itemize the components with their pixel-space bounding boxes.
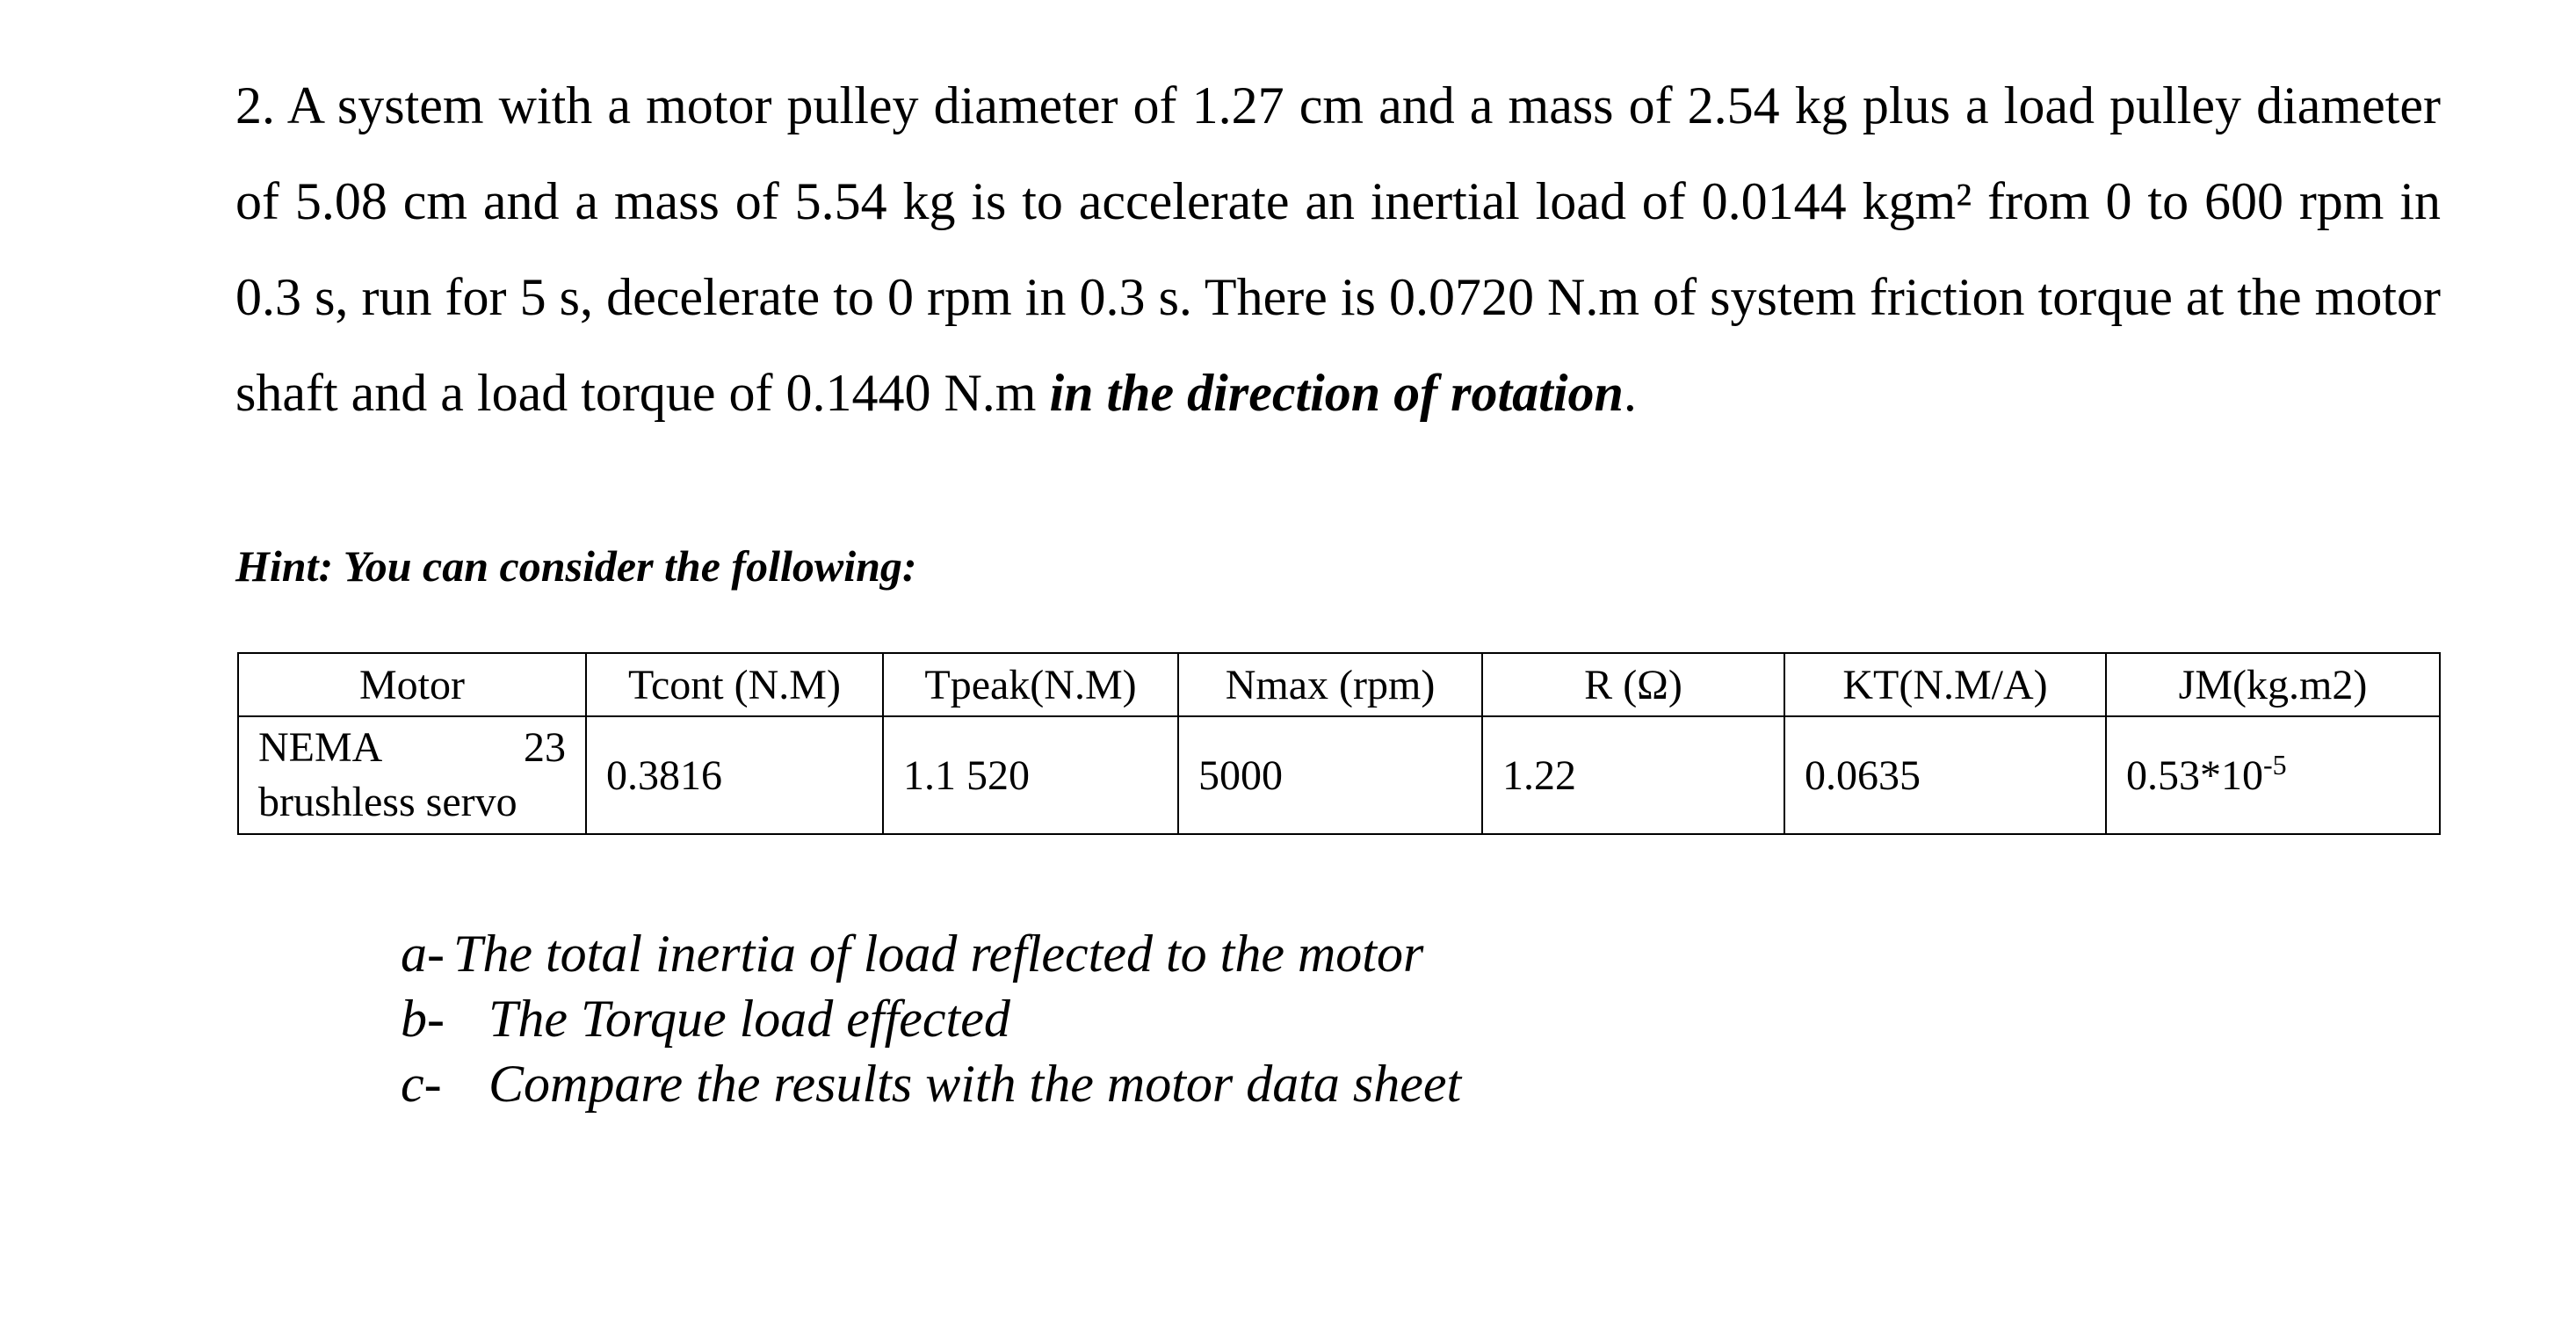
problem-text: 2. A system with a motor pulley diameter of 1.27 cm and a mass of 2.54 kg plus a load pulley diameter of 5.08 cm and a mass of 5.54 kg is to accelerate an inertial load of 0.0144 kgm² from 0 to 600 rpm in 0.3 s, run for 5 s, decelerate to 0 rpm in 0.3 s. There is 0.0720 N.m of system friction torque at the motor shaft and a load torque of 0.1440 N.m	[235, 76, 2441, 422]
question-item	[401, 986, 1461, 1051]
problem-tail: .	[1623, 364, 1637, 422]
header-tpeak: Tpeak(N.M)	[883, 653, 1178, 716]
question-list	[401, 921, 1461, 1116]
header-resistance: R (Ω)	[1482, 653, 1784, 716]
problem-statement	[235, 58, 2441, 441]
motor-type: brushless servo	[258, 779, 517, 825]
question-item	[401, 921, 1461, 986]
header-motor: Motor	[238, 653, 586, 716]
question-text: Compare the results with the motor data sheet	[488, 1055, 1462, 1113]
hint-heading: Hint: You can consider the following:	[235, 541, 917, 591]
jm-exponent: -5	[2263, 748, 2287, 780]
motor-spec-table	[237, 652, 2441, 835]
table-header-row	[238, 653, 2440, 716]
cell-motor	[238, 716, 586, 834]
question-label: a-	[401, 925, 445, 983]
header-jm: JM(kg.m2)	[2106, 653, 2440, 716]
header-nmax: Nmax (rpm)	[1178, 653, 1482, 716]
header-tcont: Tcont (N.M)	[586, 653, 883, 716]
cell-nmax: 5000	[1178, 716, 1482, 834]
jm-base: 0.53*10	[2126, 751, 2263, 799]
question-item	[401, 1051, 1461, 1116]
question-text: The total inertia of load reflected to the motor	[452, 925, 1424, 983]
cell-tcont: 0.3816	[586, 716, 883, 834]
problem-emphasis: in the direction of rotation	[1049, 364, 1624, 422]
cell-tpeak: 1.1 520	[883, 716, 1178, 834]
cell-kt: 0.0635	[1784, 716, 2106, 834]
motor-size: 23	[524, 724, 566, 771]
cell-resistance: 1.22	[1482, 716, 1784, 834]
header-kt: KT(N.M/A)	[1784, 653, 2106, 716]
question-label: c-	[401, 1055, 442, 1113]
table-row	[238, 716, 2440, 834]
motor-name: NEMA	[258, 724, 383, 771]
question-text: The Torque load effected	[488, 990, 1010, 1048]
question-label: b-	[401, 990, 445, 1048]
cell-jm	[2106, 716, 2440, 834]
